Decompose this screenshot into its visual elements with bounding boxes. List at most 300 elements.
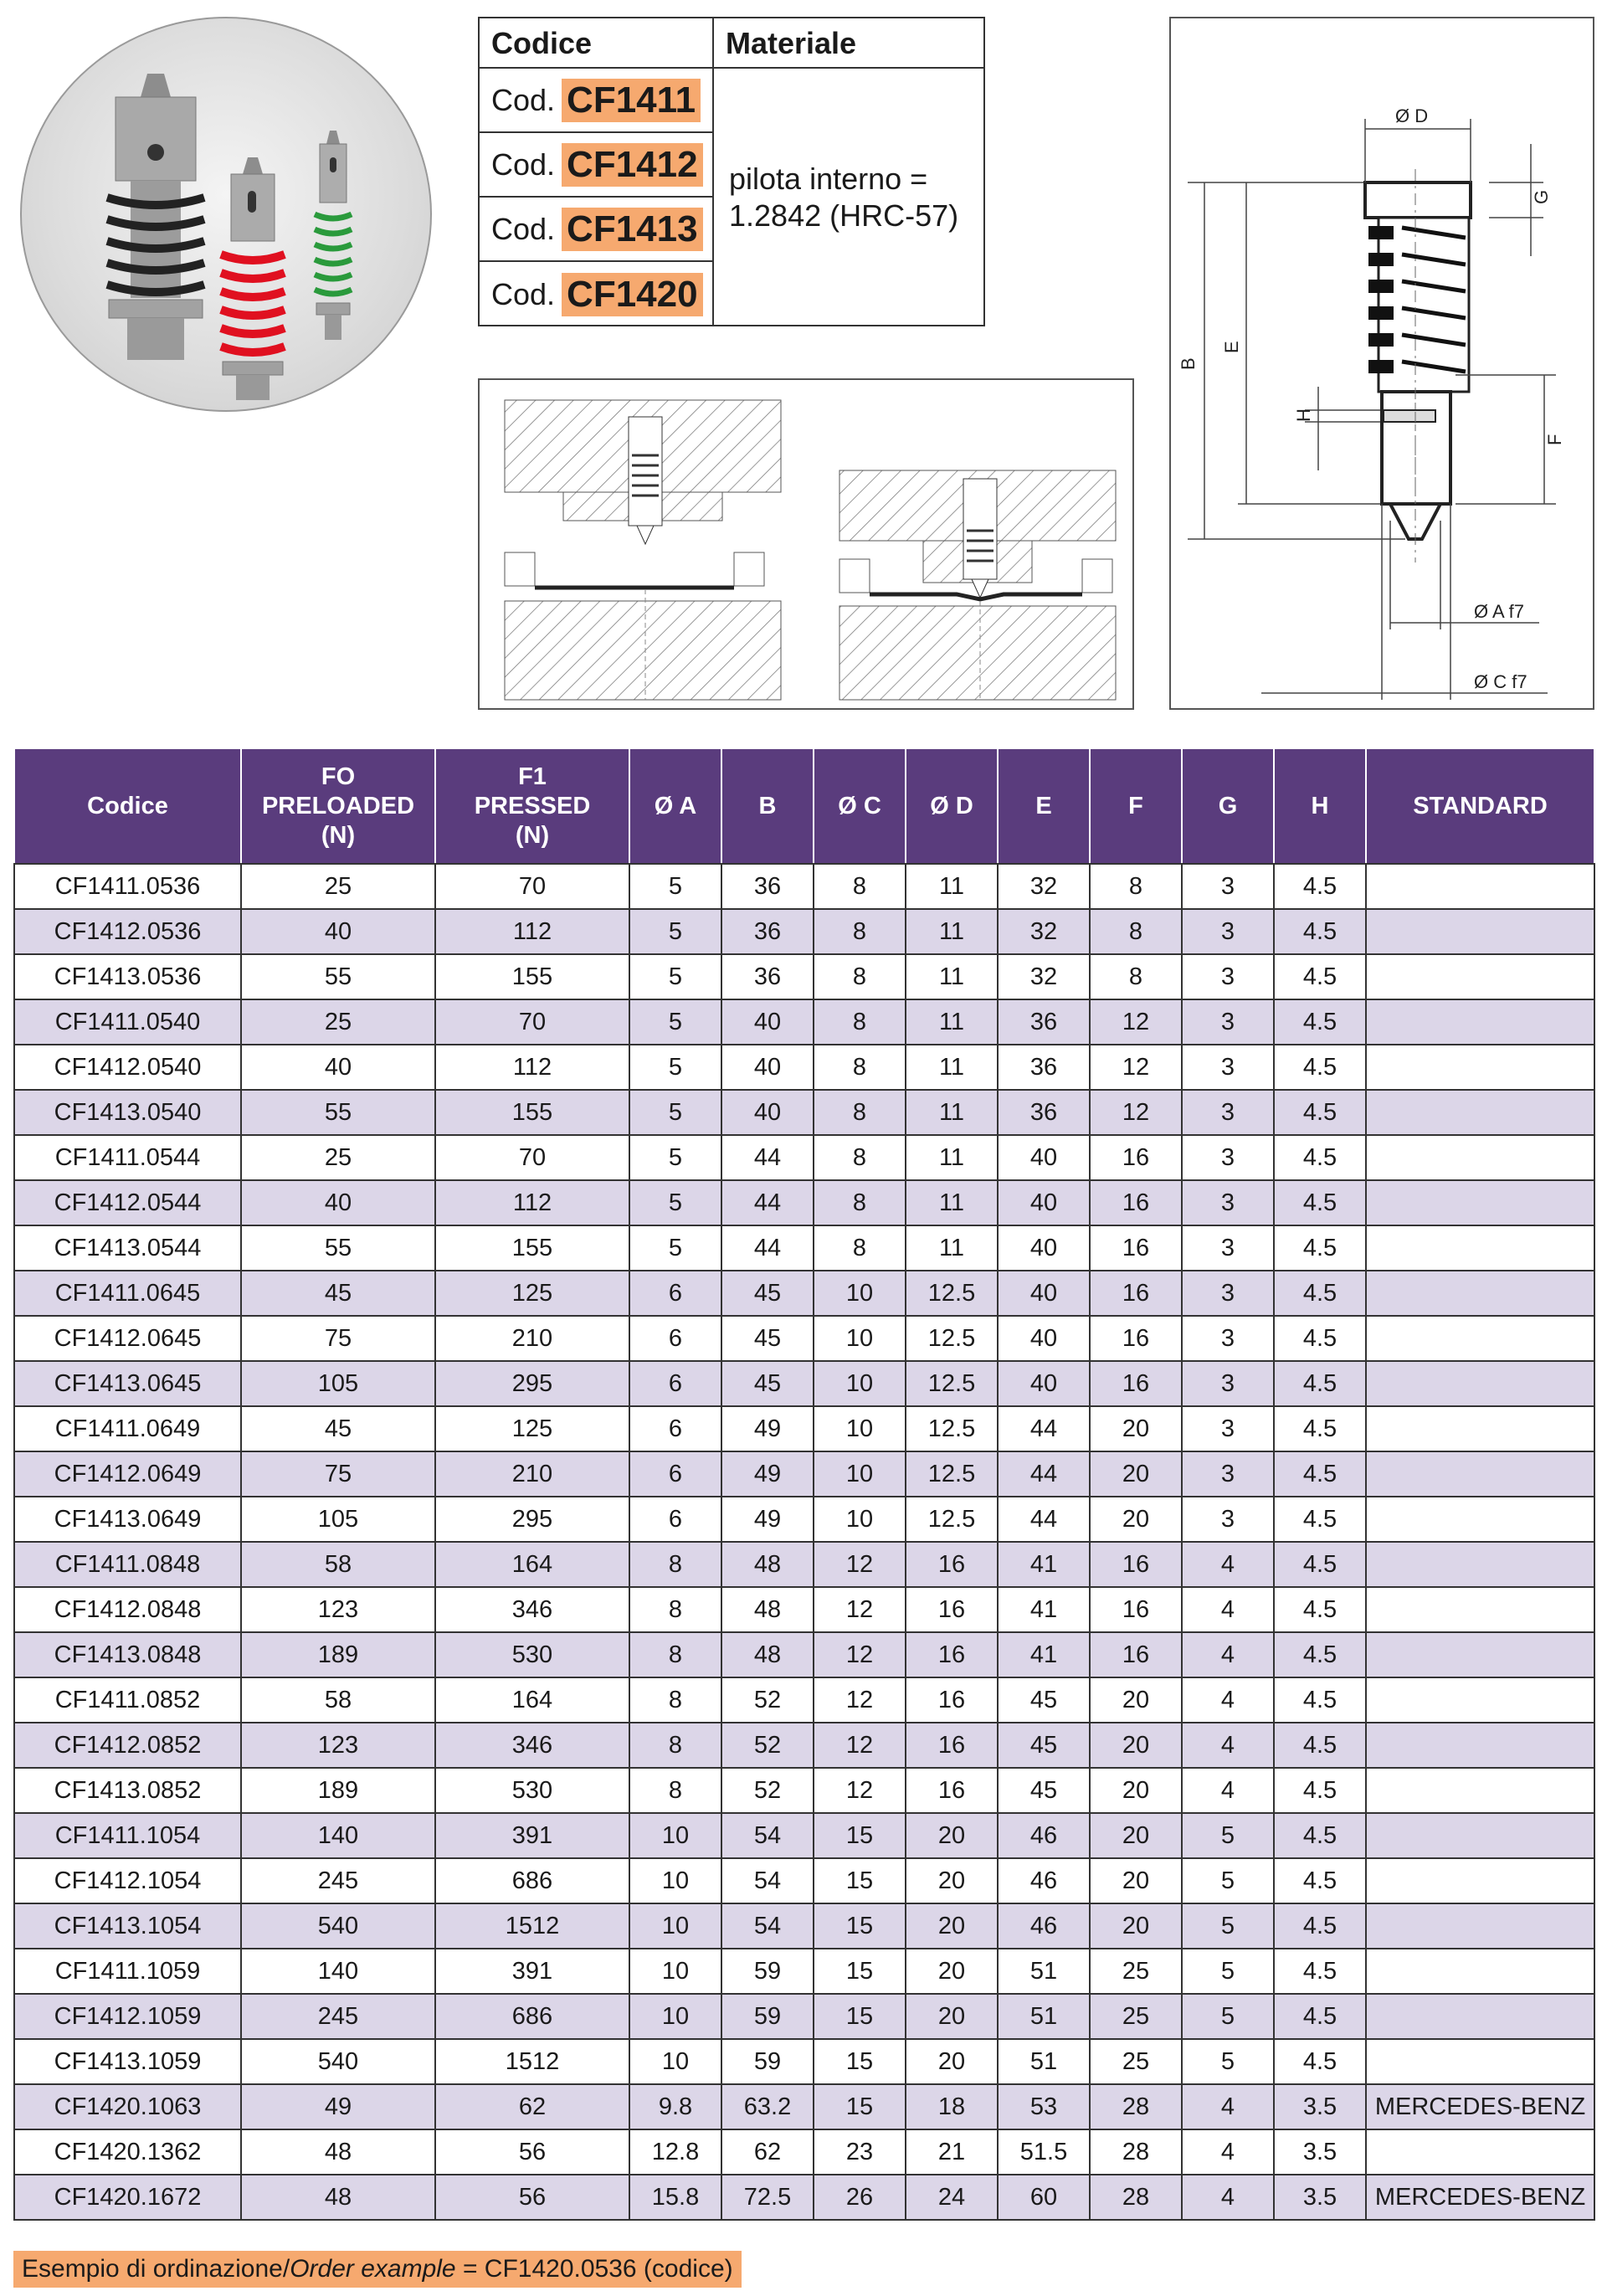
cell-standard [1366,1903,1594,1949]
cell-dia-c: 8 [814,909,906,954]
dim-label-f: F [1544,434,1565,445]
cell-code: CF1412.0852 [14,1723,241,1768]
cell-standard [1366,1406,1594,1451]
table-row [14,1903,1594,1949]
cell-standard: MERCEDES-BENZ [1366,2084,1594,2129]
table-row [14,1723,1594,1768]
cell-e: 45 [998,1723,1090,1768]
cell-b: 40 [721,999,814,1045]
cell-b: 63.2 [721,2084,814,2129]
cell-fo-preloaded: 40 [241,1180,435,1225]
cell-e: 51 [998,1994,1090,2039]
cell-h: 4.5 [1274,1723,1366,1768]
cell-code: CF1411.1054 [14,1813,241,1858]
cell-dia-a: 10 [629,1858,721,1903]
cell-h: 4.5 [1274,1497,1366,1542]
cell-e: 40 [998,1225,1090,1271]
table-row [14,909,1594,954]
cell-fo-preloaded: 48 [241,2175,435,2220]
cell-dia-d: 12.5 [906,1316,998,1361]
cell-dia-c: 12 [814,1542,906,1587]
table-row [14,2175,1594,2220]
header-line: Ø D [930,792,973,819]
cell-f: 16 [1090,1316,1182,1361]
cell-b: 48 [721,1587,814,1632]
cell-code: CF1412.0544 [14,1180,241,1225]
cell-g: 3 [1182,1316,1274,1361]
cell-dia-a: 9.8 [629,2084,721,2129]
cell-fo-preloaded: 540 [241,2039,435,2084]
cell-f: 16 [1090,1632,1182,1677]
cell-f: 8 [1090,954,1182,999]
header-f [1090,748,1182,864]
cell-b: 48 [721,1542,814,1587]
table-row [14,1135,1594,1180]
cell-f1-pressed: 112 [435,1045,629,1090]
cell-f: 25 [1090,1949,1182,1994]
code-prefix: Cod. [491,82,556,117]
cell-dia-d: 20 [906,1994,998,2039]
cell-standard [1366,2129,1594,2175]
cell-dia-a: 6 [629,1361,721,1406]
cell-fo-preloaded: 105 [241,1497,435,1542]
cell-standard [1366,1677,1594,1723]
cell-dia-d: 11 [906,1090,998,1135]
cell-standard [1366,1045,1594,1090]
cell-f: 28 [1090,2129,1182,2175]
cell-f1-pressed: 346 [435,1723,629,1768]
cell-g: 3 [1182,1406,1274,1451]
cell-e: 45 [998,1768,1090,1813]
dim-label-c: Ø C f7 [1474,671,1527,692]
cell-dia-a: 8 [629,1587,721,1632]
cell-e: 51 [998,2039,1090,2084]
cell-fo-preloaded: 245 [241,1994,435,2039]
cell-e: 40 [998,1316,1090,1361]
cell-g: 5 [1182,2039,1274,2084]
cell-b: 40 [721,1045,814,1090]
cell-fo-preloaded: 49 [241,2084,435,2129]
cell-g: 3 [1182,1497,1274,1542]
cell-dia-c: 12 [814,1677,906,1723]
cell-dia-a: 6 [629,1451,721,1497]
table-row [14,954,1594,999]
table-row [14,1451,1594,1497]
cell-f: 12 [1090,1090,1182,1135]
cell-b: 59 [721,1949,814,1994]
cell-g: 3 [1182,999,1274,1045]
cell-g: 3 [1182,864,1274,909]
table-row [14,1813,1594,1858]
table-row [14,1406,1594,1451]
cell-dia-d: 16 [906,1632,998,1677]
cell-dia-c: 8 [814,1135,906,1180]
cell-code: CF1411.0649 [14,1406,241,1451]
cell-g: 5 [1182,1858,1274,1903]
cell-f1-pressed: 155 [435,954,629,999]
cell-g: 5 [1182,1949,1274,1994]
cell-f1-pressed: 164 [435,1677,629,1723]
cell-dia-a: 5 [629,1090,721,1135]
cell-g: 4 [1182,2175,1274,2220]
cell-f1-pressed: 295 [435,1361,629,1406]
header-dia-a [629,748,721,864]
cell-h: 4.5 [1274,999,1366,1045]
cell-b: 62 [721,2129,814,2175]
cell-dia-c: 8 [814,1225,906,1271]
cell-code: CF1420.1672 [14,2175,241,2220]
cell-fo-preloaded: 140 [241,1813,435,1858]
cell-f1-pressed: 1512 [435,2039,629,2084]
cell-dia-a: 8 [629,1768,721,1813]
cell-dia-c: 8 [814,954,906,999]
cell-fo-preloaded: 40 [241,1045,435,1090]
cell-fo-preloaded: 58 [241,1677,435,1723]
header-e [998,748,1090,864]
cell-h: 4.5 [1274,1135,1366,1180]
table-row [14,1090,1594,1135]
cell-fo-preloaded: 55 [241,1090,435,1135]
cell-f: 28 [1090,2084,1182,2129]
cell-f: 20 [1090,1813,1182,1858]
cell-dia-c: 12 [814,1587,906,1632]
code-header: Codice [480,18,714,69]
cell-b: 52 [721,1768,814,1813]
cell-f1-pressed: 125 [435,1271,629,1316]
cell-dia-a: 12.8 [629,2129,721,2175]
cell-g: 4 [1182,1723,1274,1768]
material-header: Materiale [714,18,983,69]
cell-g: 3 [1182,954,1274,999]
cell-f: 20 [1090,1497,1182,1542]
cell-dia-a: 8 [629,1542,721,1587]
cell-dia-d: 11 [906,1180,998,1225]
cell-code: CF1413.1054 [14,1903,241,1949]
cell-f1-pressed: 155 [435,1225,629,1271]
header-fo-preloaded [241,748,435,864]
material-line: pilota interno = [729,162,928,196]
cell-standard [1366,1587,1594,1632]
cell-dia-d: 21 [906,2129,998,2175]
table-row [14,1994,1594,2039]
cell-e: 46 [998,1903,1090,1949]
cell-b: 49 [721,1406,814,1451]
cell-dia-a: 6 [629,1271,721,1316]
cell-dia-c: 8 [814,864,906,909]
cell-e: 40 [998,1180,1090,1225]
cell-dia-d: 16 [906,1542,998,1587]
table-body [14,864,1594,2220]
code-row [480,69,714,133]
cell-b: 52 [721,1723,814,1768]
cell-h: 4.5 [1274,1903,1366,1949]
table-header-row [14,748,1594,864]
header-line: FO [321,763,356,790]
cell-standard [1366,999,1594,1045]
cell-dia-d: 16 [906,1677,998,1723]
cell-dia-d: 11 [906,1135,998,1180]
cell-dia-d: 16 [906,1723,998,1768]
cell-e: 36 [998,1045,1090,1090]
cell-b: 72.5 [721,2175,814,2220]
cell-code: CF1413.0852 [14,1768,241,1813]
cell-b: 36 [721,864,814,909]
cell-dia-c: 12 [814,1632,906,1677]
cell-fo-preloaded: 540 [241,1903,435,1949]
cell-dia-d: 20 [906,1903,998,1949]
cell-code: CF1411.0536 [14,864,241,909]
cell-f: 25 [1090,1994,1182,2039]
cell-f: 12 [1090,1045,1182,1090]
cell-dia-a: 5 [629,1135,721,1180]
cell-dia-a: 5 [629,1045,721,1090]
cell-b: 45 [721,1316,814,1361]
cell-fo-preloaded: 25 [241,1135,435,1180]
cell-b: 54 [721,1903,814,1949]
product-photo [20,17,432,412]
cell-g: 4 [1182,2129,1274,2175]
header-line: (N) [321,821,356,849]
cell-g: 4 [1182,2084,1274,2129]
cell-e: 32 [998,954,1090,999]
cell-g: 4 [1182,1768,1274,1813]
cell-b: 48 [721,1632,814,1677]
code-value: CF1420 [562,273,703,316]
table-row [14,1180,1594,1225]
cell-dia-a: 10 [629,1903,721,1949]
cell-h: 3.5 [1274,2129,1366,2175]
cell-h: 4.5 [1274,1858,1366,1903]
cell-f: 20 [1090,1903,1182,1949]
cell-fo-preloaded: 45 [241,1271,435,1316]
table-row [14,864,1594,909]
header-h [1274,748,1366,864]
cell-h: 4.5 [1274,1180,1366,1225]
cell-f: 16 [1090,1135,1182,1180]
cell-e: 46 [998,1813,1090,1858]
cell-f: 20 [1090,1858,1182,1903]
cell-code: CF1413.1059 [14,2039,241,2084]
cell-f1-pressed: 210 [435,1451,629,1497]
table-row [14,1949,1594,1994]
cell-code: CF1412.0536 [14,909,241,954]
cell-dia-a: 6 [629,1497,721,1542]
cell-dia-c: 15 [814,1994,906,2039]
cell-dia-a: 5 [629,1225,721,1271]
cell-f1-pressed: 56 [435,2175,629,2220]
code-row [480,198,714,262]
cell-f1-pressed: 112 [435,909,629,954]
table-row [14,1045,1594,1090]
cell-dia-d: 16 [906,1587,998,1632]
cell-f1-pressed: 164 [435,1542,629,1587]
cell-f1-pressed: 391 [435,1813,629,1858]
cell-g: 3 [1182,1180,1274,1225]
cell-dia-a: 6 [629,1406,721,1451]
specifications-table [13,747,1595,2221]
cell-fo-preloaded: 189 [241,1632,435,1677]
cell-fo-preloaded: 55 [241,954,435,999]
cell-f: 12 [1090,999,1182,1045]
cell-fo-preloaded: 25 [241,864,435,909]
header-line: G [1218,792,1238,819]
cell-f1-pressed: 70 [435,864,629,909]
header-b [721,748,814,864]
cell-b: 45 [721,1361,814,1406]
cell-e: 51.5 [998,2129,1090,2175]
cell-dia-a: 8 [629,1632,721,1677]
cell-b: 36 [721,909,814,954]
cell-dia-a: 10 [629,1813,721,1858]
cell-standard [1366,1135,1594,1180]
cell-h: 4.5 [1274,1451,1366,1497]
cell-g: 5 [1182,1903,1274,1949]
cell-g: 5 [1182,1994,1274,2039]
cell-f: 20 [1090,1723,1182,1768]
cell-g: 4 [1182,1587,1274,1632]
header-line: Ø C [838,792,881,819]
tool-section-drawing [478,378,1134,710]
cell-code: CF1412.0649 [14,1451,241,1497]
cell-dia-d: 11 [906,999,998,1045]
cell-dia-d: 12.5 [906,1361,998,1406]
cell-standard [1366,1180,1594,1225]
cell-code: CF1413.0848 [14,1632,241,1677]
dim-label-d: Ø D [1395,105,1429,126]
cell-h: 4.5 [1274,2039,1366,2084]
cell-f1-pressed: 56 [435,2129,629,2175]
code-row [480,262,714,326]
cell-h: 4.5 [1274,1090,1366,1135]
cell-g: 3 [1182,909,1274,954]
cell-h: 4.5 [1274,1361,1366,1406]
cell-dia-d: 11 [906,1225,998,1271]
cell-g: 4 [1182,1542,1274,1587]
cell-code: CF1411.1059 [14,1949,241,1994]
code-prefix: Cod. [491,211,556,246]
cell-h: 4.5 [1274,954,1366,999]
cell-standard [1366,1361,1594,1406]
cell-e: 60 [998,2175,1090,2220]
cell-dia-d: 24 [906,2175,998,2220]
cell-code: CF1411.0645 [14,1271,241,1316]
cell-dia-c: 10 [814,1451,906,1497]
dim-label-a: Ø A f7 [1474,601,1524,622]
cell-code: CF1412.0848 [14,1587,241,1632]
cell-standard [1366,909,1594,954]
cell-e: 41 [998,1542,1090,1587]
cell-f1-pressed: 346 [435,1587,629,1632]
cell-code: CF1413.0544 [14,1225,241,1271]
header-line: STANDARD [1413,792,1548,819]
cell-dia-a: 5 [629,909,721,954]
table-row [14,1225,1594,1271]
cell-h: 4.5 [1274,1949,1366,1994]
cell-fo-preloaded: 75 [241,1316,435,1361]
cell-fo-preloaded: 55 [241,1225,435,1271]
cell-f: 20 [1090,1406,1182,1451]
code-prefix: Cod. [491,146,556,182]
cell-f: 8 [1090,909,1182,954]
cell-b: 54 [721,1858,814,1903]
cell-g: 3 [1182,1361,1274,1406]
cell-code: CF1411.0848 [14,1542,241,1587]
cell-e: 44 [998,1497,1090,1542]
cell-code: CF1412.1059 [14,1994,241,2039]
cell-e: 40 [998,1135,1090,1180]
cell-b: 44 [721,1225,814,1271]
cell-code: CF1412.0540 [14,1045,241,1090]
cell-dia-c: 15 [814,1949,906,1994]
cell-e: 44 [998,1406,1090,1451]
table-row [14,1632,1594,1677]
cell-dia-d: 16 [906,1768,998,1813]
header-line: PRELOADED [261,792,415,819]
cell-dia-c: 15 [814,1858,906,1903]
cell-b: 59 [721,2039,814,2084]
header-line: E [1035,792,1052,819]
cell-b: 44 [721,1180,814,1225]
cell-f1-pressed: 1512 [435,1903,629,1949]
cell-h: 4.5 [1274,1587,1366,1632]
cell-e: 45 [998,1677,1090,1723]
cell-code: CF1411.0544 [14,1135,241,1180]
cell-b: 59 [721,1994,814,2039]
cell-dia-c: 10 [814,1316,906,1361]
cell-f: 8 [1090,864,1182,909]
cell-dia-c: 15 [814,2084,906,2129]
cell-dia-d: 11 [906,954,998,999]
cell-code: CF1412.0645 [14,1316,241,1361]
dim-label-e: E [1221,341,1242,353]
table-row [14,2129,1594,2175]
cell-standard [1366,1723,1594,1768]
cell-standard [1366,954,1594,999]
cell-f1-pressed: 70 [435,999,629,1045]
dim-label-h: H [1293,408,1314,422]
cell-dia-c: 12 [814,1723,906,1768]
cell-h: 4.5 [1274,909,1366,954]
tool-section-svg [480,380,1132,708]
cell-dia-d: 20 [906,1813,998,1858]
header-line: Codice [87,792,168,819]
cell-f: 20 [1090,1451,1182,1497]
cell-h: 4.5 [1274,1994,1366,2039]
cell-code: CF1413.0649 [14,1497,241,1542]
cell-f: 16 [1090,1361,1182,1406]
cell-dia-a: 8 [629,1677,721,1723]
cell-e: 32 [998,864,1090,909]
cell-b: 49 [721,1451,814,1497]
order-example-tail: = CF1420.0536 (codice) [455,2255,733,2283]
cell-dia-a: 15.8 [629,2175,721,2220]
cell-b: 45 [721,1271,814,1316]
order-example [13,2251,742,2288]
table-row [14,999,1594,1045]
cell-dia-d: 12.5 [906,1497,998,1542]
cell-g: 5 [1182,1813,1274,1858]
cell-code: CF1420.1063 [14,2084,241,2129]
cell-dia-a: 10 [629,1994,721,2039]
cell-standard [1366,1497,1594,1542]
cell-g: 4 [1182,1677,1274,1723]
cell-f1-pressed: 112 [435,1180,629,1225]
cell-f1-pressed: 530 [435,1768,629,1813]
header-g [1182,748,1274,864]
cell-f1-pressed: 155 [435,1090,629,1135]
table-row [14,1858,1594,1903]
cell-b: 49 [721,1497,814,1542]
